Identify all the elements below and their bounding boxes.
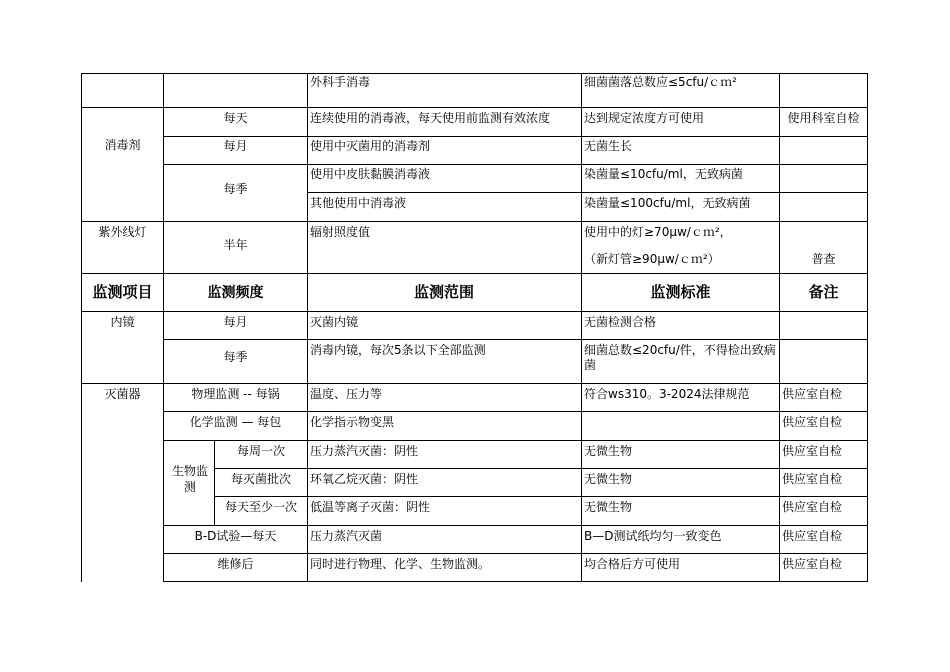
note-cell: 使用科室自检 xyxy=(787,111,860,125)
header-item: 监测项目 xyxy=(92,283,153,301)
header-frequency: 监测频度 xyxy=(207,285,264,301)
grid-line xyxy=(163,411,868,412)
note-cell: 供应室自检 xyxy=(782,557,843,571)
item-cell: 消毒剂 xyxy=(104,138,141,152)
range-cell: 灭菌内镜 xyxy=(310,315,359,329)
standard-cell: 达到规定浓度方可使用 xyxy=(584,111,705,125)
frequency-cell: 每月 xyxy=(223,315,248,329)
frequency-cell: 每季 xyxy=(223,350,248,364)
item-cell: 紫外线灯 xyxy=(98,225,147,239)
frequency-cell: 半年 xyxy=(223,238,248,252)
grid-line xyxy=(214,468,868,469)
header-range: 监测范围 xyxy=(413,283,474,301)
grid-line xyxy=(81,221,868,222)
standard-cell: B—D测试纸均匀一致变色 xyxy=(584,529,722,543)
frequency-cell: 每周一次 xyxy=(236,444,285,458)
range-cell: 辐射照度值 xyxy=(310,225,371,239)
range-cell: 其他使用中消毒液 xyxy=(310,196,407,210)
grid-line xyxy=(214,496,868,497)
range-cell: 压力蒸汽灭菌：阴性 xyxy=(310,444,419,458)
standard-cell: 无微生物 xyxy=(584,444,633,458)
range-cell: 温度、压力等 xyxy=(310,387,383,401)
grid-line xyxy=(163,339,868,340)
range-cell: 使用中皮肤黏膜消毒液 xyxy=(310,167,431,181)
header-standard: 监测标准 xyxy=(650,283,711,301)
note-cell: 供应室自检 xyxy=(782,529,843,543)
grid-line xyxy=(163,440,868,441)
frequency-cell: 物理监测 -- 每锅 xyxy=(191,387,280,401)
standard-cell: 无微生物 xyxy=(584,472,633,486)
standard-cell: 细菌总数≤20cfu/件，不得检出致病菌 xyxy=(584,343,776,372)
header-note: 备注 xyxy=(808,283,839,301)
standard-cell: 无菌检测合格 xyxy=(584,315,657,329)
note-cell: 供应室自检 xyxy=(782,387,843,401)
range-cell: 连续使用的消毒液，每天使用前监测有效浓度 xyxy=(310,111,551,125)
range-cell: 同时进行物理、化学、生物监测。 xyxy=(310,557,491,571)
frequency-cell: 每月 xyxy=(223,139,248,153)
frequency-cell: 每天至少一次 xyxy=(224,500,297,514)
standard-cell: 无微生物 xyxy=(584,500,633,514)
standard-cell: 均合格后方可使用 xyxy=(584,557,681,571)
grid-line xyxy=(867,73,868,582)
range-cell: 外科手消毒 xyxy=(310,75,371,89)
grid-line xyxy=(163,581,868,582)
frequency-cell: B-D试验—每天 xyxy=(194,529,277,543)
range-cell: 化学指示物变黑 xyxy=(310,415,395,429)
range-cell: 消毒内镜，每次5条以下全部监测 xyxy=(310,343,486,357)
frequency-cell: 每天 xyxy=(223,111,248,125)
frequency-cell: 维修后 xyxy=(217,557,254,571)
biological-label: 生物监测 xyxy=(172,464,209,494)
item-cell: 灭菌器 xyxy=(104,387,141,401)
item-cell: 内镜 xyxy=(110,315,135,329)
standard-cell-line1: 使用中的灯≥70μw/ｃｍ²， xyxy=(584,225,732,239)
grid-line xyxy=(81,107,868,108)
grid-line xyxy=(163,136,868,137)
standard-cell: 细菌菌落总数应≤5cfu/ｃｍ² xyxy=(584,75,737,89)
range-cell: 环氧乙烷灭菌：阴性 xyxy=(310,472,419,486)
grid-line xyxy=(81,383,868,384)
grid-line xyxy=(163,164,868,165)
note-cell: 普查 xyxy=(811,252,836,266)
note-cell: 供应室自检 xyxy=(782,415,843,429)
grid-line xyxy=(81,311,868,312)
standard-cell: 无菌生长 xyxy=(584,139,633,153)
range-cell: 使用中灭菌用的消毒剂 xyxy=(310,139,431,153)
standard-cell: 染菌量≤10cfu/ml，无致病菌 xyxy=(584,167,743,181)
grid-line xyxy=(307,192,868,193)
frequency-cell: 每灭菌批次 xyxy=(230,472,291,486)
standard-cell: 染菌量≤100cfu/ml，无致病菌 xyxy=(584,196,751,210)
grid-line xyxy=(81,273,868,274)
standard-cell: 符合ws310。3-2024法律规范 xyxy=(584,387,750,401)
frequency-cell: 化学监测 — 每包 xyxy=(189,415,282,429)
grid-line xyxy=(163,553,868,554)
note-cell: 供应室自检 xyxy=(782,472,843,486)
range-cell: 压力蒸汽灭菌 xyxy=(310,529,383,543)
note-cell: 供应室自检 xyxy=(782,500,843,514)
note-cell: 供应室自检 xyxy=(782,444,843,458)
range-cell: 低温等离子灭菌：阴性 xyxy=(310,500,431,514)
frequency-cell: 每季 xyxy=(223,182,248,196)
standard-cell-line2: （新灯管≥90μw/ｃｍ²） xyxy=(584,252,720,266)
grid-line xyxy=(163,525,868,526)
